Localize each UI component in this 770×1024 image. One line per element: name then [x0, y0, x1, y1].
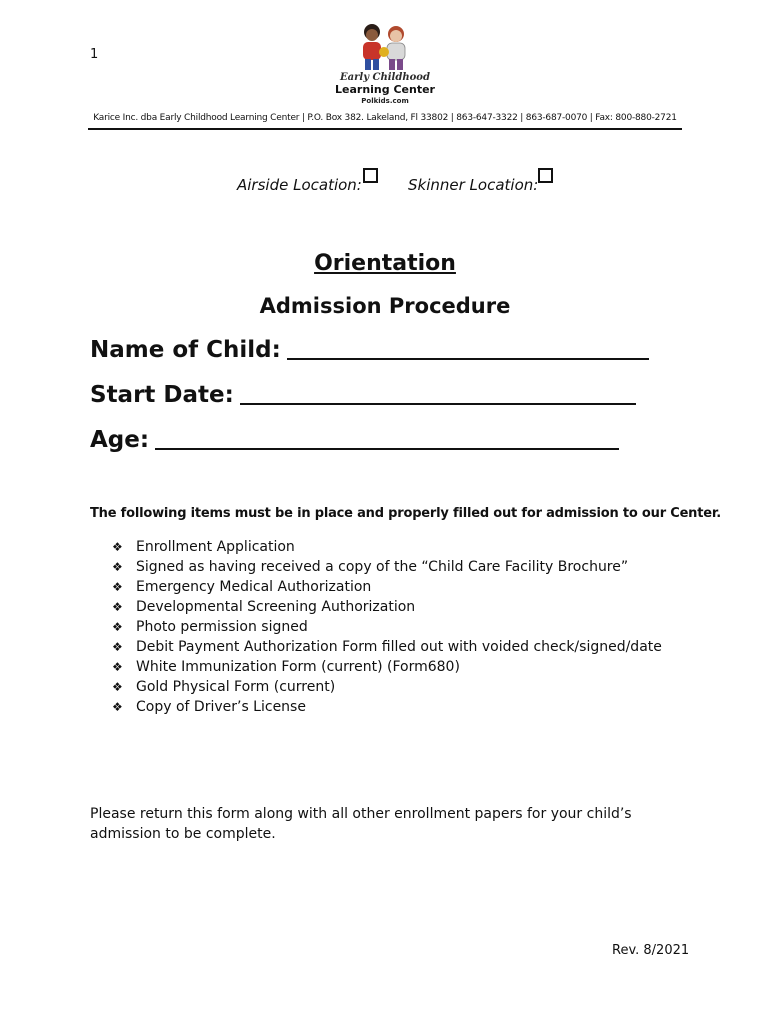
center-logo: [330, 22, 440, 106]
diamond-bullet-icon: ❖: [112, 700, 123, 714]
list-item: [112, 537, 662, 557]
logo-line-1: Early Childhood: [340, 72, 430, 83]
age-blank[interactable]: [155, 426, 619, 450]
list-item: [112, 617, 662, 637]
list-item: [112, 657, 662, 677]
admission-requirements-intro: The following items must be in place and properly filled out for admission to our Center.: [90, 506, 721, 521]
list-item: [112, 697, 662, 717]
list-item-text: Copy of Driver’s License: [136, 699, 306, 715]
list-item-text: Emergency Medical Authorization: [136, 579, 372, 595]
list-item-text: Enrollment Application: [136, 539, 295, 555]
skinner-location-checkbox[interactable]: [538, 168, 553, 183]
organization-contact-line: Karice Inc. dba Early Childhood Learning Center | P.O. Box 382. Lakeland, Fl 33802 | 863-647-3322 | 863-687-0070 | Fax: 800-880-2721: [93, 113, 677, 123]
orientation-heading: Orientation: [314, 251, 456, 276]
start-date-blank[interactable]: [240, 381, 636, 405]
page-number: 1: [90, 47, 99, 62]
diamond-bullet-icon: ❖: [112, 660, 123, 674]
list-item: [112, 597, 662, 617]
children-logo-icon: [348, 22, 420, 72]
header-divider: [88, 128, 682, 130]
list-item-text: Signed as having received a copy of the “Child Care Facility Brochure”: [136, 559, 629, 575]
list-item-text: Debit Payment Authorization Form filled out with voided check/signed/date: [136, 639, 662, 655]
name-of-child-field: [90, 336, 649, 363]
airside-location-label: Airside Location:: [237, 176, 362, 194]
diamond-bullet-icon: ❖: [112, 580, 123, 594]
list-item-text: White Immunization Form (current) (Form680): [136, 659, 460, 675]
list-item: [112, 557, 662, 577]
age-label: Age:: [90, 427, 150, 453]
start-date-field: [90, 381, 636, 408]
admission-procedure-heading: Admission Procedure: [259, 294, 511, 318]
required-items-list: [112, 537, 662, 717]
skinner-location-label: Skinner Location:: [408, 176, 539, 194]
return-instructions: Please return this form along with all other enrollment papers for your child’s admission to be complete.: [90, 806, 632, 842]
age-field: [90, 426, 619, 453]
list-item: [112, 637, 662, 657]
logo-line-2: Learning Center: [335, 83, 435, 96]
list-item: [112, 677, 662, 697]
list-item-text: Photo permission signed: [136, 619, 308, 635]
diamond-bullet-icon: ❖: [112, 540, 123, 554]
name-of-child-label: Name of Child:: [90, 337, 281, 363]
list-item-text: Gold Physical Form (current): [136, 679, 336, 695]
diamond-bullet-icon: ❖: [112, 640, 123, 654]
diamond-bullet-icon: ❖: [112, 560, 123, 574]
list-item-text: Developmental Screening Authorization: [136, 599, 416, 615]
name-of-child-blank[interactable]: [287, 336, 649, 360]
list-item: [112, 577, 662, 597]
logo-website: Polkids.com: [361, 97, 409, 105]
airside-location-checkbox[interactable]: [363, 168, 378, 183]
diamond-bullet-icon: ❖: [112, 620, 123, 634]
revision-date: Rev. 8/2021: [612, 943, 690, 958]
diamond-bullet-icon: ❖: [112, 680, 123, 694]
start-date-label: Start Date:: [90, 382, 234, 408]
diamond-bullet-icon: ❖: [112, 600, 123, 614]
